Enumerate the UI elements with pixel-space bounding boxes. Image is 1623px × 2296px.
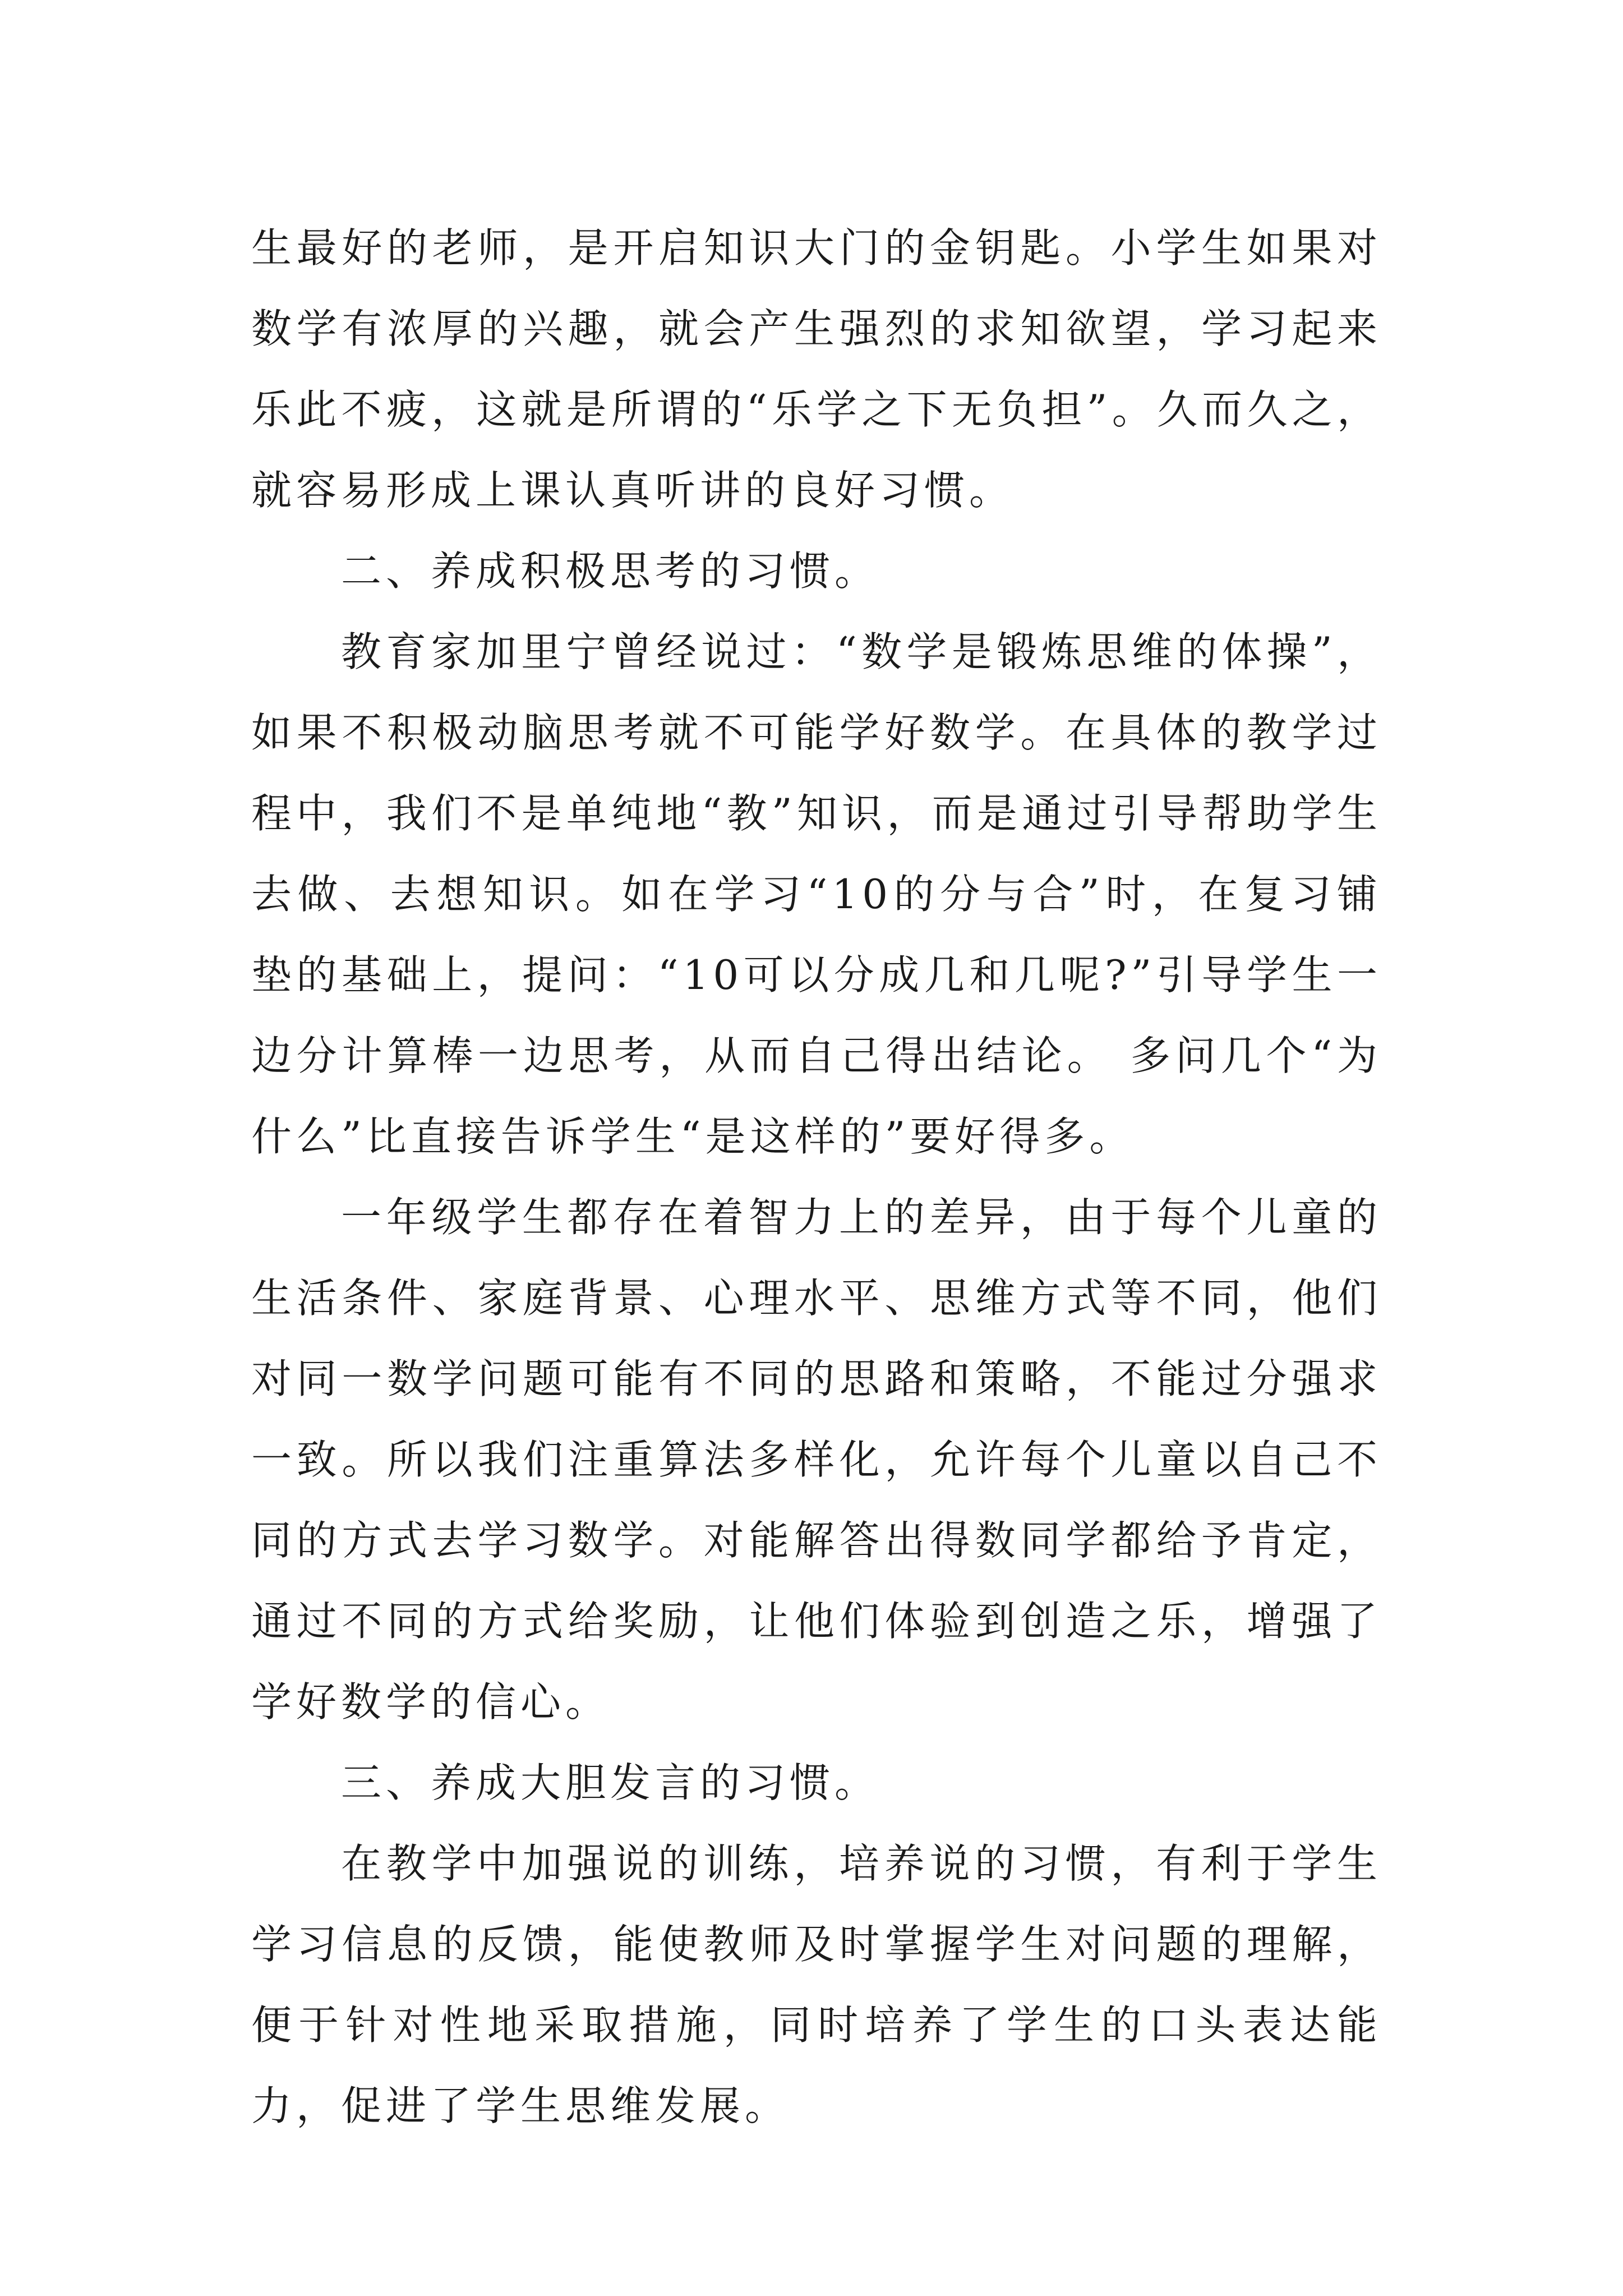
document-body	[251, 208, 1382, 2146]
paragraph-continuation: 生最好的老师，是开启知识大门的金钥匙。小学生如果对数学有浓厚的兴趣，就会产生强烈的求知欲望，学习起来乐此不疲，这就是所谓的“乐学之下无负担”。久而久之，就容易形成上课认真听讲的良好习惯。	[251, 224, 1382, 514]
section-heading-2: 二、养成积极思考的习惯。	[341, 547, 880, 595]
paragraph-differences: 一年级学生都存在着智力上的差异，由于每个儿童的生活条件、家庭背景、心理水平、思维方式等不同，他们对同一数学问题可能有不同的思路和策略，不能过分强求一致。所以我们注重算法多样化，允许每个儿童以自己不同的方式去学习数学。对能解答出得数同学都给予肯定，通过不同的方式给奖励，让他们体验到创造之乐，增强了学好数学的信心。	[251, 1194, 1382, 1726]
paragraph-thinking: 教育家加里宁曾经说过：“数学是锻炼思维的体操”，如果不积极动脑思考就不可能学好数学。在具体的教学过程中，我们不是单纯地“教”知识，而是通过引导帮助学生去做、去想知识。如在学习“10的分与合”时，在复习铺垫的基础上，提问：“10可以分成几和几呢?”引导学生一边分计算棒一边思考，从而自己得出结论。 多问几个“为什么”比直接告诉学生“是这样的”要好得多。	[251, 628, 1382, 1160]
paragraph-speaking: 在教学中加强说的训练，培养说的习惯，有利于学生学习信息的反馈，能使教师及时掌握学生对问题的理解，便于针对性地采取措施，同时培养了学生的口头表达能力，促进了学生思维发展。	[251, 1840, 1382, 2129]
section-heading-3: 三、养成大胆发言的习惯。	[341, 1759, 880, 1806]
